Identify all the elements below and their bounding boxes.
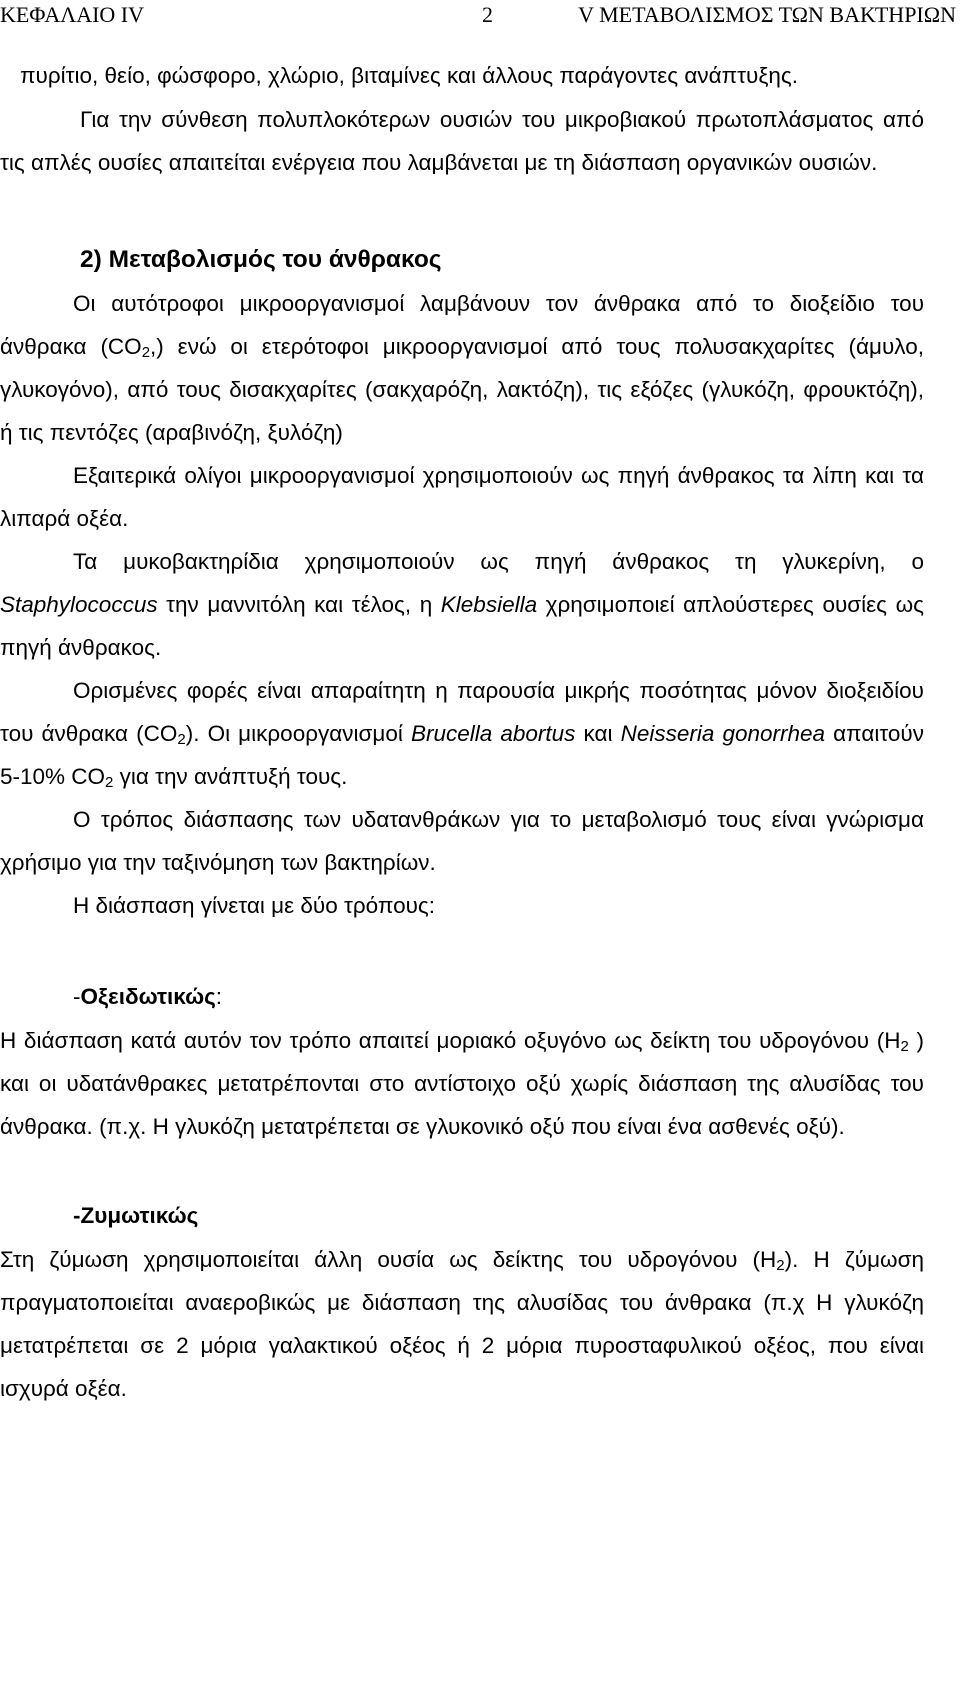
species-klebsiella: Klebsiella — [440, 592, 538, 617]
paragraph-lipids: Εξαιτερικά ολίγοι μικροοργανισμοί χρησιμοποιούν ως πηγή άνθρακος τα λίπη και τα λιπαρά οξέα. — [0, 463, 924, 531]
paragraph-carbon-sources: Οι αυτότροφοι μικροοργανισμοί λαμβάνουν τον άνθρακα από το διοξείδιο του άνθρακα $(CO_2,)$ ενώ οι ετερότοφοι μικροοργανισμοί από τους πολυσακχαρίτες (άμυλο, γλυκογόνο), από τους δισακχαρίτες (σακχαρόζη, λακτόζη), τις εξόζες (γλυκόζη, φρουκτόζη), ή τις πεντόζες (αραβινόζη, ξυλόζη) — [0, 291, 924, 445]
paragraph-two-ways: Η διάσπαση γίνεται με δύο τρόπους: — [73, 893, 435, 918]
chapter-label: ΚΕΦΑΛΑΙΟ IV — [0, 2, 145, 27]
paragraph-synthesis: Για την σύνθεση πολυπλοκότερων ουσιών του μικροβιακού πρωτοπλάσματος από τις απλές ουσίες απαιτείται ενέργεια που λαμβάνεται με τη διάσπαση οργανικών ουσιών. — [0, 107, 924, 175]
paragraph-mycobacteria: Τα μυκοβακτηρίδια χρησιμοποιούν ως πηγή άνθρακος τη γλυκερίνη, ο Staphylococcus την μαννιτόλη και τέλος, η Klebsiella χρησιμοποιεί απλούστερες ουσίες ως πηγή άνθρακος. — [0, 549, 924, 660]
paragraph-oxidative: Η διάσπαση κατά αυτόν τον τρόπο απαιτεί μοριακό οξυγόνο ως δείκτη του υδρογόνου ($H_2$ ) και οι υδατάνθρακες μετατρέπονται στο αντίστοιχο οξύ χωρίς διάσπαση της αλυσίδας του άνθρακα. (π.χ. Η γλυκόζη μετατρέπεται σε γλυκονικό οξύ που είναι ένα ασθενές οξύ). — [0, 1028, 924, 1139]
subheading-oxidative: -Οξειδωτικώς: — [73, 984, 223, 1009]
section-heading-carbon: 2) Μεταβολισμός του άνθρακος — [80, 246, 442, 273]
paragraph-co2-requirement: Ορισμένες φορές είναι απαραίτητη η παρουσία μικρής ποσότητας μόνον διοξειδίου του άνθρακα $(CO_2)$. Οι μικροοργανισμοί Brucella abortus και Neisseria gonorrhea απαιτούν 5-10% $CO_2$ για την ανάπτυξή τους. — [0, 678, 924, 791]
species-staphylococcus: Staphylococcus — [0, 592, 158, 617]
page-number: 2 — [482, 2, 493, 27]
paragraph-fermentative: Στη ζύμωση χρησιμοποιείται άλλη ουσία ως δείκτης του υδρογόνου $(H_2)$. Η ζύμωση πραγματοποιείται αναεροβικώς με διάσπαση της αλυσίδας του άνθρακα (π.χ Η γλυκόζη μετατρέπεται σε 2 μόρια γαλακτικού οξέος ή 2 μόρια πυροσταφυλικού οξέος, που είναι ισχυρά οξέα. — [0, 1247, 924, 1401]
chapter-title: V ΜΕΤΑΒΟΛΙΣΜΟΣ ΤΩΝ ΒΑΚΤΗΡΙΩΝ — [578, 2, 956, 27]
subheading-fermentative: -Ζυμωτικώς — [73, 1203, 199, 1228]
page-header — [0, 0, 960, 30]
paragraph-classification: Ο τρόπος διάσπασης των υδατανθράκων για το μεταβολισμό τους είναι γνώρισμα χρήσιμο για την ταξινόμηση των βακτηρίων. — [0, 807, 924, 875]
species-brucella: Brucella abortus — [410, 721, 576, 746]
species-neisseria: Neisseria gonorrhea — [620, 721, 826, 746]
paragraph-continuation: πυρίτιο, θείο, φώσφορο, χλώριο, βιταμίνες και άλλους παράγοντες ανάπτυξης. — [20, 63, 799, 88]
document-body — [0, 54, 924, 1410]
